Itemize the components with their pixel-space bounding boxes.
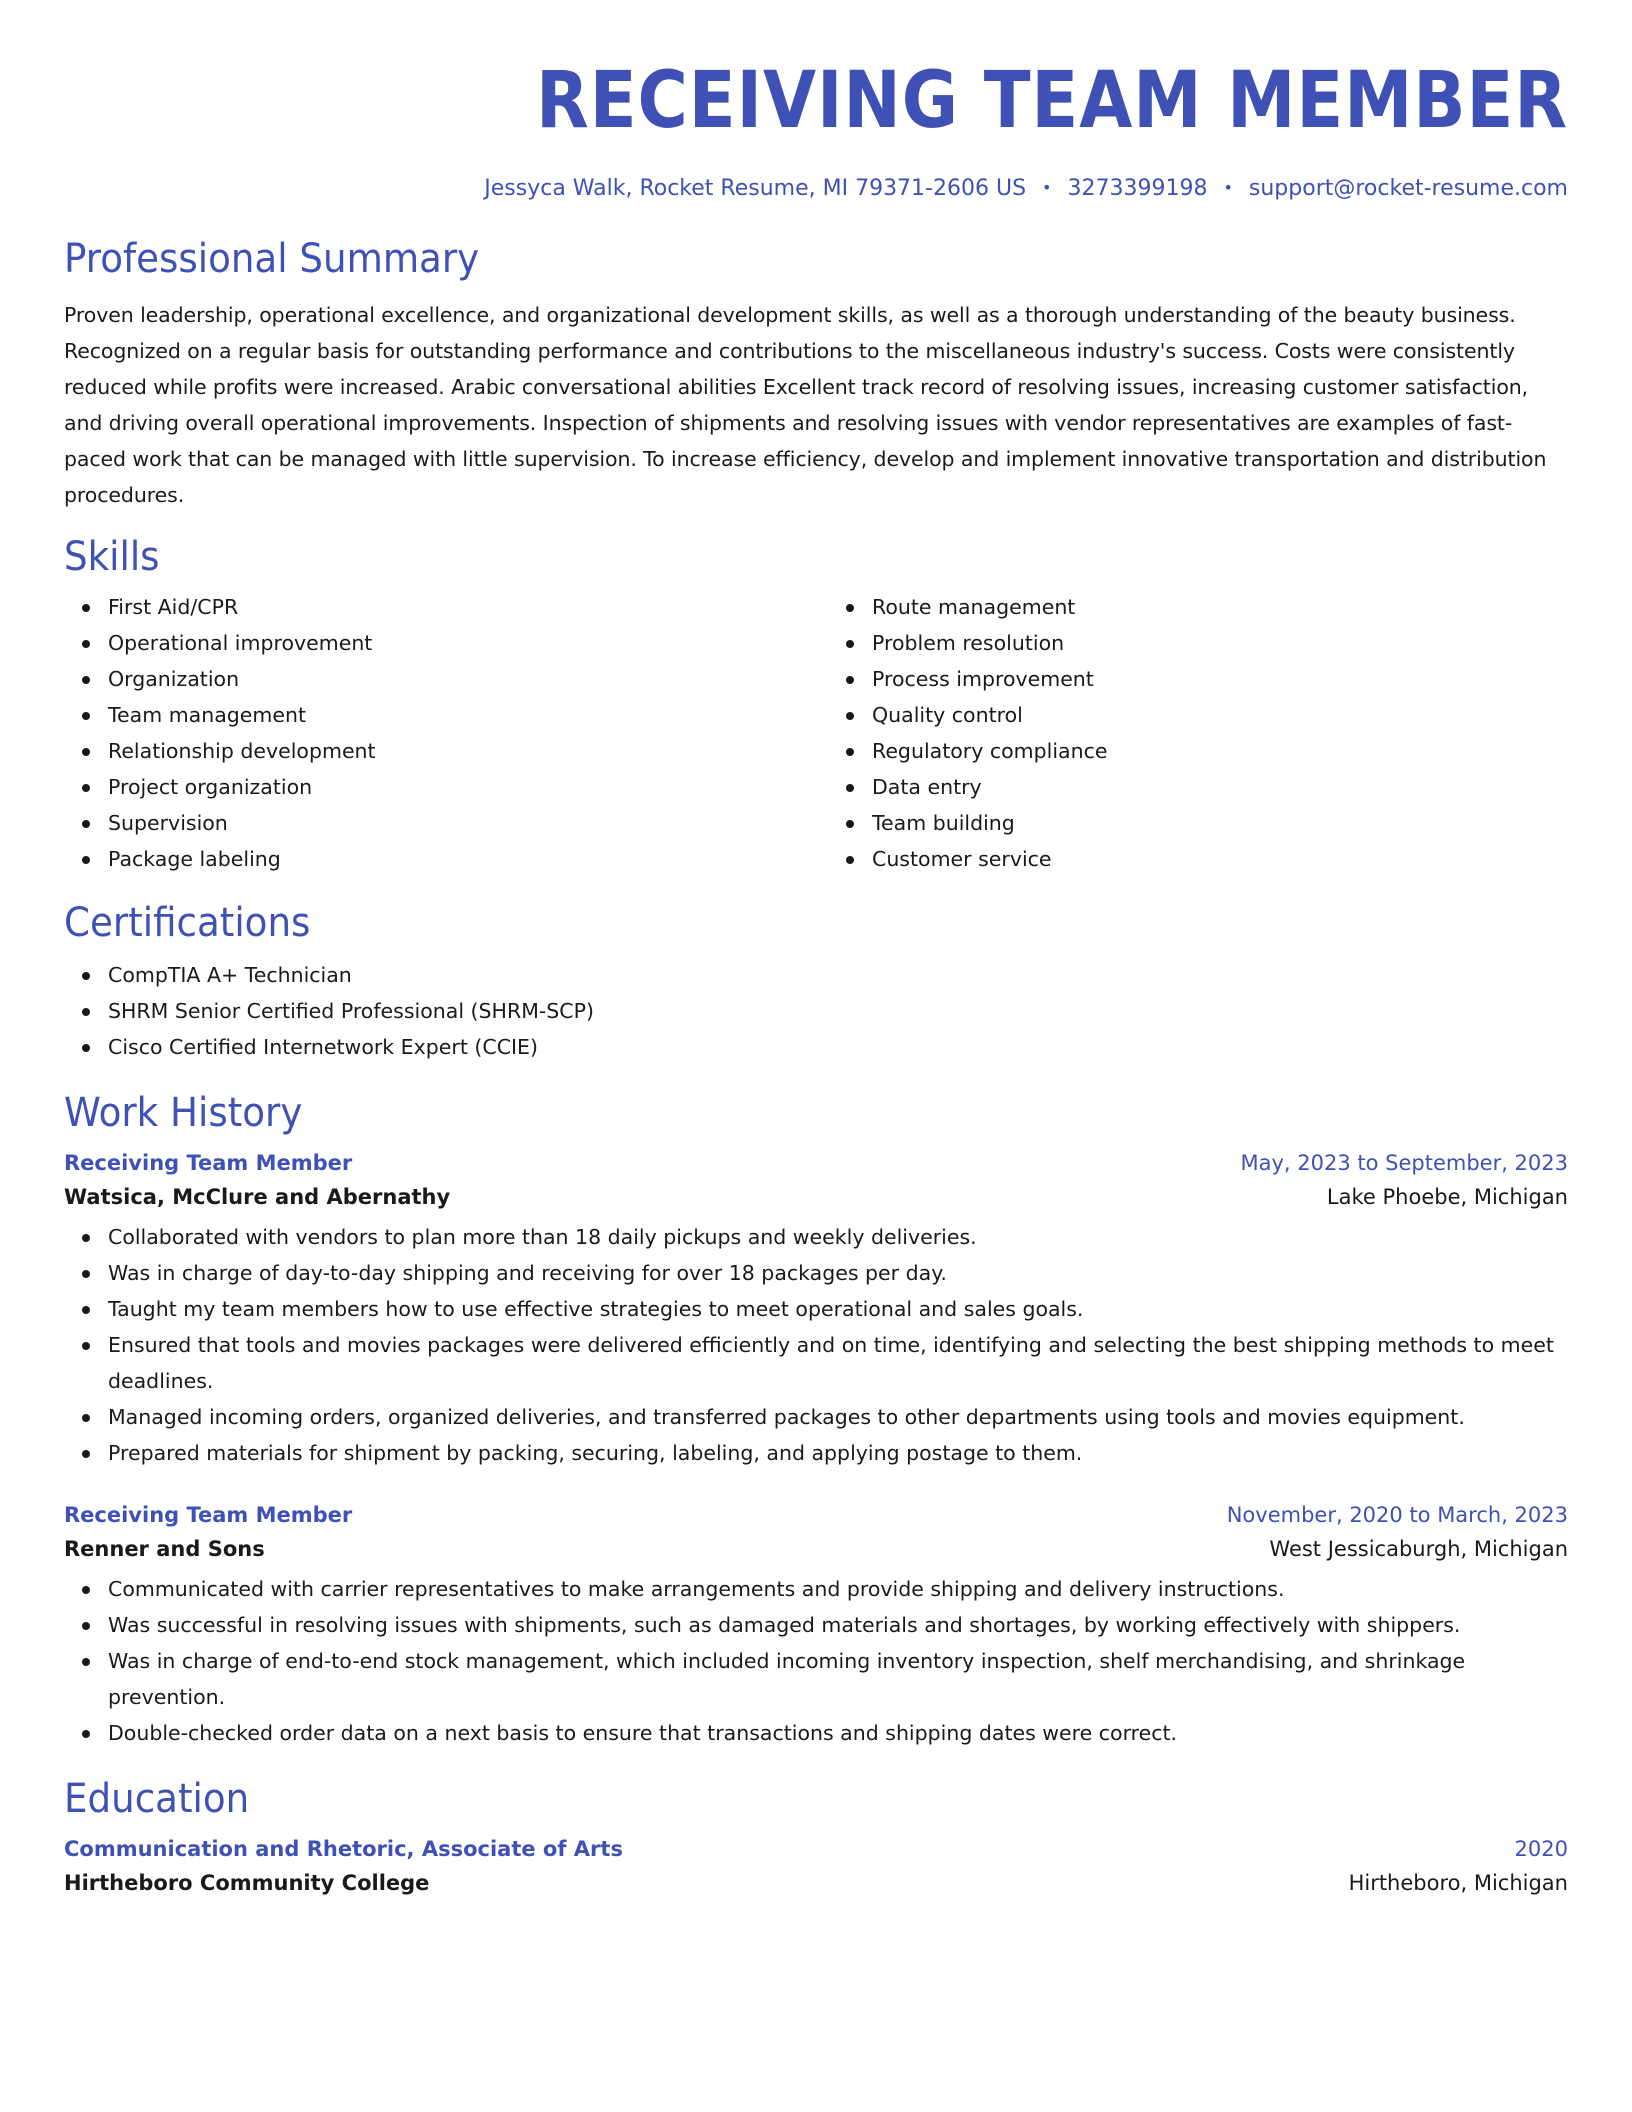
job-bullet: Was successful in resolving issues with shipments, such as damaged materials and shortages, by working effectively with shippers.: [108, 1607, 1568, 1643]
skill-item: Operational improvement: [108, 625, 816, 661]
work-history-heading: Work History: [64, 1090, 303, 1136]
skill-item: First Aid/CPR: [108, 589, 816, 625]
job-dates: May, 2023 to September, 2023: [1240, 1151, 1568, 1175]
contact-phone: 3273399198: [1067, 176, 1208, 201]
job-employer: Watsica, McClure and Abernathy: [64, 1185, 451, 1209]
job-bullets: [64, 1571, 1568, 1751]
education-degree: Communication and Rhetoric, Associate of Arts: [64, 1837, 623, 1861]
job-employer-row: [64, 1185, 1568, 1209]
certification-item: SHRM Senior Certified Professional (SHRM-SCP): [108, 993, 1568, 1029]
summary-heading: Professional Summary: [64, 236, 480, 282]
skill-item: Data entry: [872, 769, 1568, 805]
skills-section: [64, 533, 1568, 877]
summary-text: Proven leadership, operational excellence, and organizational development skills, as well as a thorough understanding of the beauty business. Recognized on a regular basis for outstanding performance and contributions to the miscellaneous industry's success. Costs were consistently reduced while profits were increased. Arabic conversational abilities Excellent track record of resolving issues, increasing customer satisfaction, and driving overall operational improvements. Inspection of shipments and resolving issues with vendor representatives are examples of fast-paced work that can be managed with little supervision. To increase efficiency, develop and implement innovative transportation and distribution procedures.: [64, 303, 1547, 507]
skills-list-right: [816, 589, 1568, 877]
skill-item: Customer service: [872, 841, 1568, 877]
job-bullet: Collaborated with vendors to plan more than 18 daily pickups and weekly deliveries.: [108, 1219, 1568, 1255]
resume-title: RECEIVING TEAM MEMBER: [536, 56, 1569, 146]
skill-item: Team building: [872, 805, 1568, 841]
job-bullet: Ensured that tools and movies packages were delivered efficiently and on time, identifying and selecting the best shipping methods to meet deadlines.: [108, 1327, 1568, 1399]
job-location: Lake Phoebe, Michigan: [1326, 1185, 1568, 1209]
education-school: Hirtheboro Community College: [64, 1871, 430, 1895]
certifications-section: [64, 899, 1568, 1065]
skill-item: Problem resolution: [872, 625, 1568, 661]
work-history-section: [64, 1089, 1568, 1751]
job-dates: November, 2020 to March, 2023: [1226, 1503, 1568, 1527]
education-heading: Education: [64, 1776, 250, 1822]
job-bullets: [64, 1219, 1568, 1471]
job-employer-row: [64, 1537, 1568, 1561]
job-bullet: Double-checked order data on a next basis to ensure that transactions and shipping dates were correct.: [108, 1715, 1568, 1751]
job-bullet: Communicated with carrier representatives to make arrangements and provide shipping and delivery instructions.: [108, 1571, 1568, 1607]
summary-section: [64, 235, 1568, 513]
job-bullet: Managed incoming orders, organized deliveries, and transferred packages to other departments using tools and movies equipment.: [108, 1399, 1568, 1435]
skill-item: Relationship development: [108, 733, 816, 769]
job-entry: [64, 1503, 1568, 1751]
job-header-row: [64, 1503, 1568, 1527]
contact-address: Jessyca Walk, Rocket Resume, MI 79371-2606 US: [484, 176, 1027, 201]
certifications-list: [64, 957, 1568, 1065]
skills-list-left: [64, 589, 816, 877]
job-entry: [64, 1151, 1568, 1471]
certification-item: Cisco Certified Internetwork Expert (CCIE): [108, 1029, 1568, 1065]
education-degree-row: [64, 1837, 1568, 1861]
skill-item: Regulatory compliance: [872, 733, 1568, 769]
contact-separator: •: [1042, 178, 1052, 197]
certification-item: CompTIA A+ Technician: [108, 957, 1568, 993]
job-bullet: Was in charge of end-to-end stock management, which included incoming inventory inspection, shelf merchandising, and shrinkage prevention.: [108, 1643, 1568, 1715]
job-bullet: Prepared materials for shipment by packing, securing, labeling, and applying postage to them.: [108, 1435, 1568, 1471]
skill-item: Project organization: [108, 769, 816, 805]
skills-heading: Skills: [64, 534, 160, 580]
job-employer: Renner and Sons: [64, 1537, 265, 1561]
education-section: [64, 1775, 1568, 1895]
skill-item: Quality control: [872, 697, 1568, 733]
education-location: Hirtheboro, Michigan: [1348, 1871, 1568, 1895]
job-location: West Jessicaburgh, Michigan: [1269, 1537, 1568, 1561]
job-title: Receiving Team Member: [64, 1503, 353, 1527]
skill-item: Organization: [108, 661, 816, 697]
skill-item: Team management: [108, 697, 816, 733]
job-header-row: [64, 1151, 1568, 1175]
skill-item: Route management: [872, 589, 1568, 625]
certifications-heading: Certifications: [64, 900, 311, 946]
contact-line: [64, 176, 1568, 201]
contact-email[interactable]: support@rocket-resume.com: [1248, 176, 1568, 201]
education-year: 2020: [1514, 1837, 1568, 1861]
contact-separator: •: [1223, 178, 1233, 197]
skill-item: Process improvement: [872, 661, 1568, 697]
job-bullet: Taught my team members how to use effective strategies to meet operational and sales goals.: [108, 1291, 1568, 1327]
skill-item: Package labeling: [108, 841, 816, 877]
job-bullet: Was in charge of day-to-day shipping and receiving for over 18 packages per day.: [108, 1255, 1568, 1291]
skill-item: Supervision: [108, 805, 816, 841]
education-school-row: [64, 1871, 1568, 1895]
skills-grid: [64, 589, 1568, 877]
job-title: Receiving Team Member: [64, 1151, 353, 1175]
